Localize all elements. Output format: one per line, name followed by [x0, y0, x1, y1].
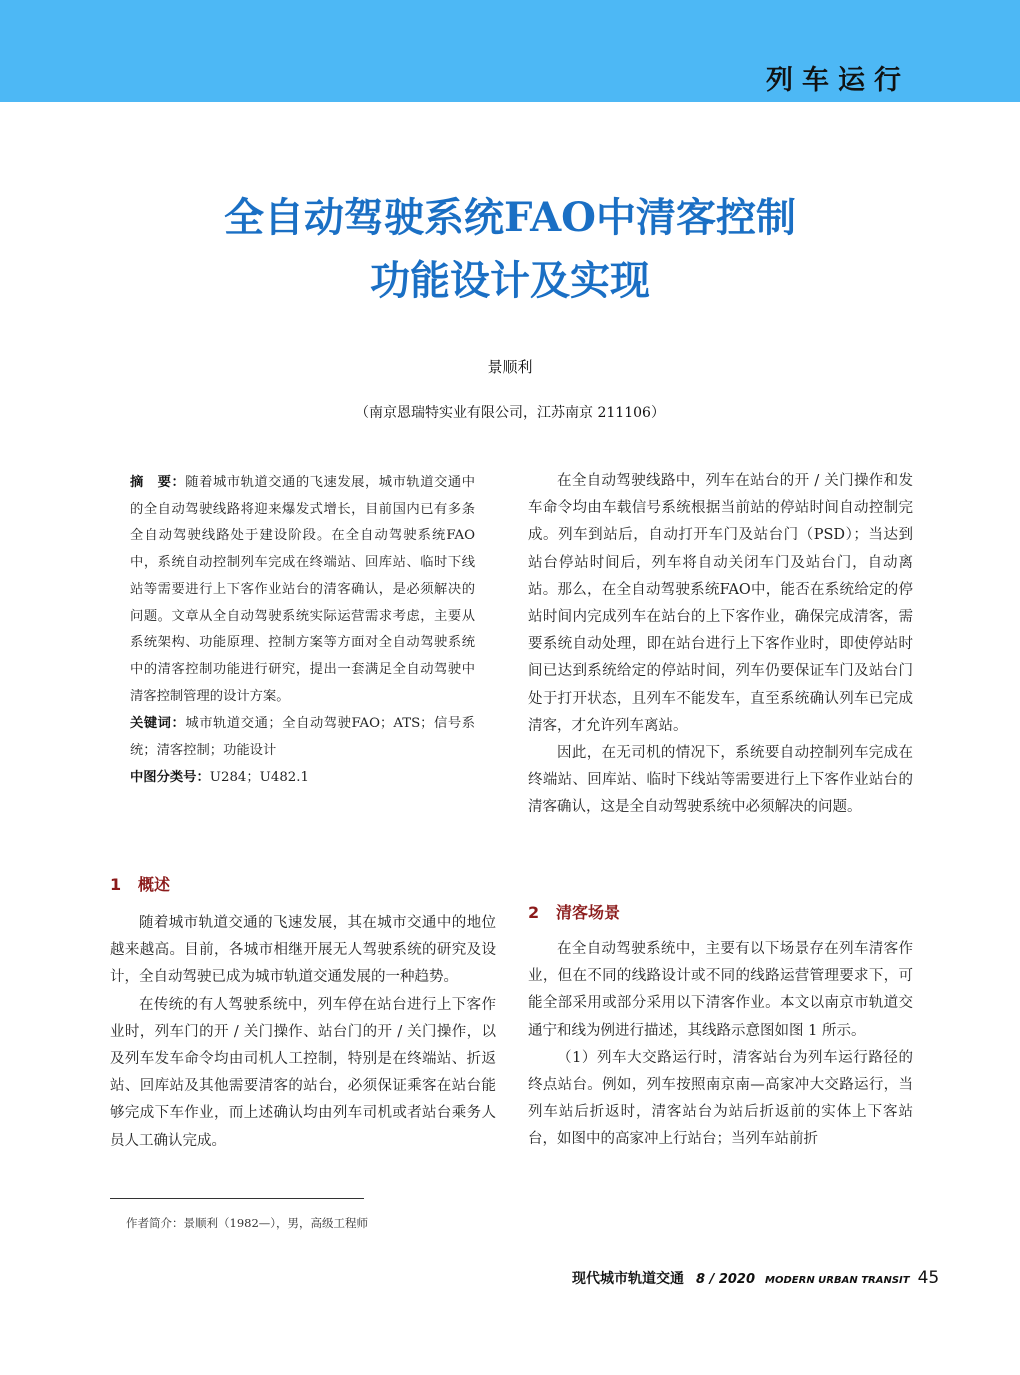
journal-name-en: MODERN URBAN TRANSIT	[765, 1275, 910, 1286]
paragraph: （1）列车大交路运行时，清客站台为列车运行路径的终点站台。例如，列车按照南京南—高家冲大交路运行，当列车站后折返时，清客站台为站后折返前的实体上下客站台，如图中的高家冲上行站台；当列车站前折	[528, 1049, 913, 1148]
right-intro-body	[528, 468, 913, 822]
clc-number	[130, 765, 475, 792]
section-1-heading	[110, 872, 170, 895]
abstract-label: 摘 要：	[130, 475, 186, 490]
section-tag: 列车运行	[766, 65, 910, 96]
paragraph: 因此，在无司机的情况下，系统要自动控制列车完成在终端站、回库站、临时下线站等需要进行上下客作业站台的清客确认，这是全自动驾驶系统中必须解决的问题。	[528, 745, 913, 816]
paragraph: 在全自动驾驶线路中，列车在站台的开 / 关门操作和发车命令均由车载信号系统根据当前站的停站时间自动控制完成。列车到站后，自动打开车门及站台门（PSD）；当达到站台停站时间后，列车将自动关闭车门及站台门，自动离站。那么，在全自动驾驶系统FAO中，能否在系统给定的停站时间内完成列车在站台的上下客作业，确保完成清客，需要系统自动处理，即在站台进行上下客作业时，即使停站时间已达到系统给定的停站时间，列车仍要保证车门及站台门处于打开状态，且列车不能发车，直至系统确认列车已完成清客，才允许列车离站。	[528, 473, 913, 734]
section-1-body	[110, 910, 496, 1155]
issue-number: 8 / 2020	[696, 1272, 756, 1287]
section-2-title: 清客场景	[556, 903, 621, 922]
paper-title-line2: 功能设计及实现	[370, 257, 650, 304]
keywords-text: 城市轨道交通；全自动驾驶FAO；ATS；信号系统；清客控制；功能设计	[130, 716, 476, 759]
journal-name: 现代城市轨道交通	[572, 1271, 684, 1287]
affiliation: （南京恩瑞特实业有限公司，江苏南京 211106）	[355, 405, 665, 421]
abstract-block	[130, 470, 475, 791]
keywords	[130, 711, 475, 764]
paragraph: 在传统的有人驾驶系统中，列车停在站台进行上下客作业时，列车门的开 / 关门操作、站台门的开 / 关门操作，以及列车发车命令均由司机人工控制，特别是在终端站、折返站、回库站及其他需要清客的站台，必须保证乘客在站台能够完成下车作业，而上述确认均由列车司机或者站台乘务人员人工确认完成。	[110, 996, 496, 1149]
section-1-number: 1	[110, 875, 122, 894]
clc-label: 中图分类号：	[130, 769, 210, 785]
clc-text: U284；U482.1	[209, 769, 309, 785]
keywords-label: 关键词：	[130, 716, 186, 732]
abstract-text: 随着城市轨道交通的飞速发展，城市轨道交通中的全自动驾驶线路将迎来爆发式增长，目前国内已有多条全自动驾驶线路处于建设阶段。在全自动驾驶系统FAO中，系统自动控制列车完成在终端站、回库站、临时下线站等需要进行上下客作业站台的清客确认，是必须解决的问题。文章从全自动驾驶系统实际运营需求考虑，主要从系统架构、功能原理、控制方案等方面对全自动驾驶系统中的清客控制功能进行研究，提出一套满足全自动驾驶中清客控制管理的设计方案。	[130, 475, 476, 704]
page-footer	[572, 1268, 939, 1288]
section-1-title: 概述	[138, 875, 171, 894]
footnote-rule	[110, 1198, 364, 1199]
section-2-number: 2	[528, 903, 540, 922]
author-footnote: 作者简介：景顺利（1982—），男，高级工程师	[126, 1216, 369, 1230]
paragraph: 在全自动驾驶系统中，主要有以下场景存在列车清客作业，但在不同的线路设计或不同的线路运营管理要求下，可能全部采用或部分采用以下清客作业。本文以南京市轨道交通宁和线为例进行描述，其线路示意图如图 1 所示。	[528, 941, 913, 1039]
abstract-body	[130, 470, 475, 710]
page-number: 45	[917, 1268, 940, 1288]
paper-title-line1: 全自动驾驶系统FAO中清客控制	[224, 194, 796, 241]
section-2-body	[528, 936, 913, 1154]
section-2-heading	[528, 900, 620, 923]
paragraph: 随着城市轨道交通的飞速发展，其在城市交通中的地位越来越高。目前，各城市相继开展无人驾驶系统的研究及设计，全自动驾驶已成为城市轨道交通发展的一种趋势。	[110, 915, 496, 986]
author-name: 景顺利	[487, 358, 533, 376]
